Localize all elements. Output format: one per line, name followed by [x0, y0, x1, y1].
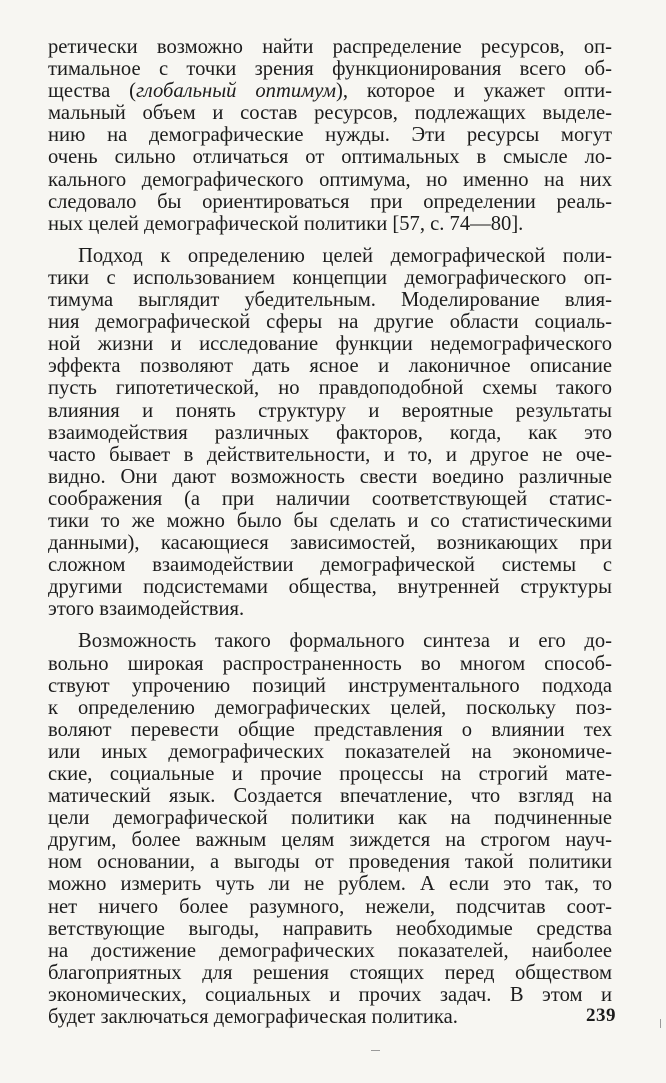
text-line: эффекта позволяют дать ясное и лаконичное описание [48, 355, 612, 378]
paragraph-1 [48, 36, 612, 235]
text-line: цели демографической политики как на подчиненные [48, 807, 612, 830]
text-line: видно. Они дают возможность свести воедино различные [48, 465, 612, 488]
page-number: 239 [586, 1005, 616, 1026]
text-line: нию на демографические нужды. Эти ресурсы могут [48, 124, 612, 147]
paragraph-2 [48, 245, 612, 621]
text-line: или иных демографических показателей на экономиче- [48, 740, 612, 763]
text-line: мальный объем и состав ресурсов, подлежащих выделе- [48, 102, 612, 125]
text-line: тимума выглядит убедительным. Моделирование влия- [48, 289, 612, 312]
text-line: можно измерить чуть ли не рублем. А если это так, то [48, 873, 612, 896]
text-line: благоприятных для решения стоящих перед обществом [48, 961, 612, 984]
text-line: ном основании, а выгоды от проведения такой политики [48, 851, 612, 874]
text-line: влияния и понять структуру и вероятные результаты [48, 399, 612, 422]
text-line: на достижение демографических показателей, наиболее [48, 939, 612, 962]
text-line: воляют перевести общие представления о влиянии тех [48, 718, 612, 741]
text-line: другим, более важным целям зиждется на строгом науч- [48, 829, 612, 852]
scan-mark [371, 1050, 380, 1051]
text-line: ветствующие выгоды, направить необходимые средства [48, 917, 612, 940]
text-line: другими подсистемами общества, внутренней структуры [48, 576, 612, 599]
text-line: сложном взаимодействии демографической системы с [48, 554, 612, 577]
page-body [48, 36, 612, 1028]
text-line: следовало бы ориентироваться при определении реаль- [48, 190, 612, 213]
text-line: этого взаимодействия. [48, 598, 245, 621]
text-line: взаимодействия различных факторов, когда, как это [48, 421, 612, 444]
text-line: будет заключаться демографическая политика. [48, 1006, 458, 1029]
text-line: ной жизни и исследование функции недемографического [48, 333, 612, 356]
text-line: ретически возможно найти распределение ресурсов, оп- [48, 36, 612, 58]
text-line: ных целей демографической политики [57, с. 74—80]. [48, 212, 524, 235]
text-line: пусть гипотетической, но правдоподобной схемы такого [48, 377, 612, 400]
text-line: часто бывает в действительности, и то, и другое не оче- [48, 443, 612, 466]
text-line: вольно широкая распространенность во многом способ- [48, 652, 612, 675]
scan-mark [660, 1019, 661, 1028]
text-line: ния демографической сферы на другие области социаль- [48, 311, 612, 334]
text-line: к определению демографических целей, поскольку поз- [48, 696, 612, 719]
text-line: нет ничего более разумного, нежели, подсчитав соот- [48, 895, 612, 918]
text-line: Подход к определению целей демографической поли- [78, 244, 612, 267]
text-line: экономических, социальных и прочих задач. В этом и [48, 983, 612, 1006]
text-line: ствуют упрочению позиций инструментального подхода [48, 674, 612, 697]
text-line: тики то же можно было бы сделать и со статистическими [48, 509, 612, 532]
text-line: данными), касающиеся зависимостей, возникающих при [48, 532, 612, 555]
text-line: ские, социальные и прочие процессы на строгий мате- [48, 763, 612, 785]
text-line: тики с использованием концепции демографического оп- [48, 266, 612, 289]
paragraph-3 [48, 630, 612, 1028]
italic-term: глобальный оптимум [135, 80, 337, 103]
text-line: тимальное с точки зрения функционирования всего об- [48, 58, 612, 81]
text-line: кального демографического оптимума, но именно на них [48, 168, 612, 191]
text-line: соображения (а при наличии соответствующей статис- [48, 487, 612, 510]
text-line-with-italic: щества (глобальный оптимум), которое и укажет опти- [48, 80, 612, 103]
text-line: очень сильно отличаться от оптимальных в смысле ло- [48, 146, 612, 169]
text-line: Возможность такого формального синтеза и его до- [78, 630, 612, 653]
text-line: матический язык. Создается впечатление, что взгляд на [48, 785, 612, 808]
